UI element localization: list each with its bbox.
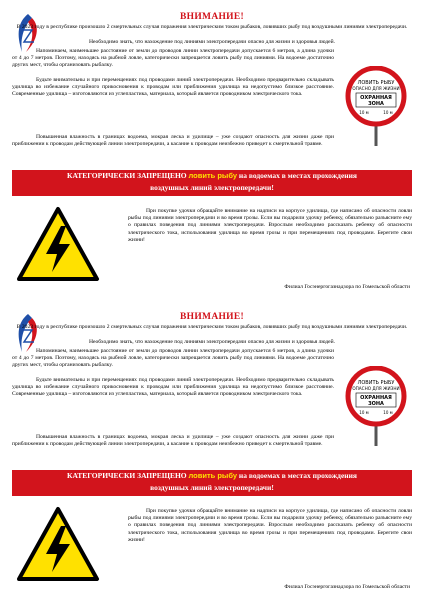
banner-red-text: КАТЕГОРИЧЕСКИ ЗАПРЕЩЕНО: [67, 471, 187, 480]
sign-line4: ЗОНА: [368, 401, 384, 407]
sign-line1: ЛОВИТЬ РЫБУ: [357, 80, 395, 86]
intro-paragraph: В 2023 году в республике произошло 2 смертельных случая поражения электрическим током рыбаков, ловивших рыбу под воздушными линиями электропередачи.: [16, 324, 408, 330]
notice-block-2: [0, 300, 424, 600]
purchase-advice: При покупке удочки обращайте внимание на надписи на корпусе удилища, где написано об опасности ловли рыбы под линиями электропередачи и во время грозы. Если вы подарили удочку ребенку, обязательно разъясните ему о правилах поведения под линиями электропередачи. Взрослым необходимо рассказать ребенку об опасности электрического тока, использования удилища во время грозы и при перемещениях под проводами. Берегите свои жизни!: [128, 208, 412, 243]
intro-warning: Необходимо знать, что нахождение под линиями электропередачи опасно для жизни и здоровья людей.: [88, 39, 336, 45]
banner-rest-1: на водоемах в местах прохождения: [238, 471, 357, 480]
sign-distance-right: 10 м: [383, 110, 393, 115]
intro-warning: Необходимо знать, что нахождение под линиями электропередачи опасно для жизни и здоровья людей.: [88, 339, 336, 345]
no-fishing-sign-icon: [344, 66, 408, 146]
careful-paragraph: Будьте внимательны и при перемещениях под проводами линий электропередачи. Необходимо предварительно складывать удилища во избежание случайного прикосновения к проводам или приближения удилища на недопустимо близкое расстояние. Современные удилища – изготовляются из углепластика, материала, который является проводником электрического тока.: [12, 77, 334, 98]
sign-line2: ОПАСНО ДЛЯ ЖИЗНИ: [352, 386, 400, 391]
distance-paragraph: Напоминаем, наименьшее расстояние от земли до проводов линии электропередачи допускается 6 метров, а длина удочки от 4 до 7 метров. Поэтому, находясь на рыбной ловле, категорически запрещается ловить рыбу под линиями. На водоеме достаточно других мест, чтобы организовать рыбалку.: [12, 348, 334, 369]
banner-rest-1: на водоемах в местах прохождения: [238, 171, 357, 180]
banner-red-text: КАТЕГОРИЧЕСКИ ЗАПРЕЩЕНО: [67, 171, 187, 180]
banner-highlight: ловить рыбу: [188, 471, 238, 480]
humidity-paragraph: Повышенная влажность в границах водоема, мокрая леска и удилище – уже создают опасность для жизни даже при приближении к проводам действующей линии электропередачи, а касание к проводам неизбежно приведет к смертельной травме.: [12, 134, 334, 148]
purchase-advice: При покупке удочки обращайте внимание на надписи на корпусе удилища, где написано об опасности ловли рыбы под линиями электропередачи и во время грозы. Если вы подарили удочку ребенку, обязательно разъясните ему о правилах поведения под линиями электропередачи. Взрослым необходимо рассказать ребенку об опасности электрического тока, использования удилища во время грозы и при перемещениях под проводами. Берегите свои жизни!: [128, 508, 412, 543]
humidity-paragraph: Повышенная влажность в границах водоема, мокрая леска и удилище – уже создают опасность для жизни даже при приближении к проводам действующей линии электропередачи, а касание к проводам неизбежно приведет к смертельной травме.: [12, 434, 334, 448]
careful-paragraph: Будьте внимательны и при перемещениях под проводами линий электропередачи. Необходимо предварительно складывать удилища во избежание случайного прикосновения к проводам или приближения удилища на недопустимо близкое расстояние. Современные удилища – изготовляются из углепластика, материала, который является проводником электрического тока.: [12, 377, 334, 398]
organization-signature: Филиал Госэнергогазнадзора по Гомельской области: [284, 584, 410, 590]
distance-paragraph: Напоминаем, наименьшее расстояние от земли до проводов линии электропередачи допускается 6 метров, а длина удочки от 4 до 7 метров. Поэтому, находясь на рыбной ловле, категорически запрещается ловить рыбу под линиями. На водоеме достаточно других мест, чтобы организовать рыбалку.: [12, 48, 334, 69]
intro-paragraph: В 2023 году в республике произошло 2 смертельных случая поражения электрическим током рыбаков, ловивших рыбу под воздушными линиями электропередачи.: [16, 24, 408, 30]
prohibition-banner: [12, 170, 412, 196]
notice-title: ВНИМАНИЕ!: [180, 312, 244, 322]
high-voltage-warning-icon: [16, 206, 100, 282]
sign-line4: ЗОНА: [368, 101, 384, 107]
prohibition-banner: [12, 470, 412, 496]
sign-distance-right: 10 м: [383, 410, 393, 415]
organization-signature: Филиал Госэнергогазнадзора по Гомельской области: [284, 284, 410, 290]
no-fishing-sign-icon: [344, 366, 408, 446]
sign-line3: ОХРАННАЯ: [360, 395, 392, 401]
banner-rest-2: воздушных линий электропередачи!: [150, 183, 274, 192]
sign-line1: ЛОВИТЬ РЫБУ: [357, 380, 395, 386]
sign-line2: ОПАСНО ДЛЯ ЖИЗНИ: [352, 86, 400, 91]
sign-line3: ОХРАННАЯ: [360, 95, 392, 101]
banner-highlight: ловить рыбу: [188, 171, 238, 180]
high-voltage-warning-icon: [16, 506, 100, 582]
notice-title: ВНИМАНИЕ!: [180, 12, 244, 22]
sign-distance-left: 10 м: [359, 110, 369, 115]
sign-distance-left: 10 м: [359, 410, 369, 415]
banner-rest-2: воздушных линий электропередачи!: [150, 483, 274, 492]
